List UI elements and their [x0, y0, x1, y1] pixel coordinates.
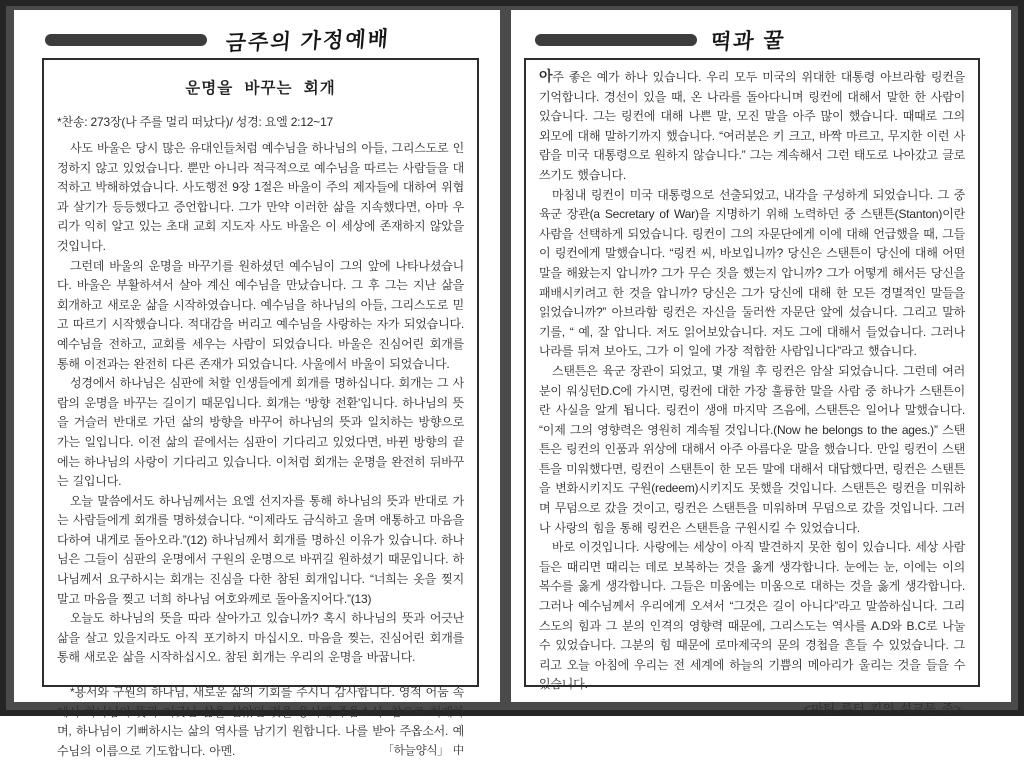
left-paragraph: 오늘도 하나님의 뜻을 따라 살아가고 있습니까? 혹시 하나님의 뜻과 어긋난 삶을 살고 있을지라도 아직 포기하지 마십시오. 마음을 찢는, 진심어린 회개를 통해 새로운 삶을 시작하십시오. 참된 회개는 우리의 운명을 바꿉니다. [57, 611, 464, 665]
right-section-title: 떡과 꿀 [709, 29, 787, 54]
prayer-source-credit: 「하늘양식」 中 [361, 742, 464, 761]
prayer-text: *용서와 구원의 하나님, 새로운 삶의 기회를 주시니 감사합니다. 영적 어둠 속에서 하나님의 뜻과 어긋난 삶을 살았던 것을 용서해 주옵소서. 참으로 회개하며, 하나님이 기뻐하시는 삶의 역사를 남기기 원합니다. 나를 받아 주옵소서. 예수님의 이름으로 기도합니다. 아멘. [57, 685, 464, 758]
right-page [511, 10, 1011, 716]
header-rule-bar [45, 34, 207, 46]
right-paragraph: 바로 이것입니다. 사랑에는 세상이 아직 발견하지 못한 힘이 있습니다. 세상 사람들은 때리면 때리는 데로 보복하는 것을 옳게 생각합니다. 눈에는 눈, 이에는 이의 복수를 옳게 생각합니다. 그들은 미움에는 미움으로 대하는 것을 옳게 생각합니다. 그러나 예수님께서 우리에게 오셔서 “그것은 길이 아니다”라고 말씀하십니다. 그리스도의 힘과 그 분의 인격의 영향력 때문에, 그리스도는 역사를 A.D와 B.C로 나눌 수 있었습니다. 그분의 힘 때문에 로마제국의 문의 경첩을 흔들 수 있었습니다. 그리고 오늘 아침에 우리는 전 세계에 하늘의 기쁨의 메아리가 울리는 것을 들을 수 있습니다. [539, 540, 965, 692]
right-page-header [511, 10, 1011, 58]
right-paragraph: 스탠튼은 육군 장관이 되었고, 몇 개월 후 링컨은 암살 되었습니다. 그런데 여러분이 워싱턴D.C에 가시면, 링컨에 대한 가장 훌륭한 말을 사람 중 하나가 스탠튼이란 사실을 알게 됩니다. 링컨이 생애 마지막 즈음에, 스탠튼은 일어나 말했습니다. “이제 그의 영향력은 영원히 계속될 것입니다.(Now he belongs to the ages.)” 스탠튼은 링컨의 인품과 위상에 대해서 아주 아름다운 말을 했습니다. 만일 링컨이 스탠튼을 미워했다면, 링컨이 스탠튼이 한 모든 말에 대해서 대답했다면, 링컨은 스탠튼을 변화시키지도 구원(redeem)시키지도 못했을 것입니다. 스탠튼은 링컨을 미워하며 무덤으로 갔을 것이고, 링컨은 스탠튼을 미워하며 무덤으로 갔을 것입니다. 그러나 사랑의 힘을 통해 링컨은 스탠튼을 구원시킬 수 있었습니다. [539, 363, 965, 535]
sermon-title: 운명을 바꾸는 회개 [185, 80, 336, 97]
left-paragraph: 그런데 바울의 운명을 바꾸기를 원하셨던 예수님이 그의 앞에 나타나셨습니다. 바울은 부활하셔서 살아 계신 예수님을 만났습니다. 그 후 그는 지난 삶을 회개하고 새로운 삶을 시작하였습니다. 예수님을 하나님의 아들, 그리스도로 믿고 따르기 시작했습니다. 적대감을 버리고 예수님을 사랑하는 자가 되었습니다. 예수님을 전하고, 교회를 세우는 사람이 되었습니다. 바울은 진심어린 회개를 통해 이전과는 완전히 다른 존재가 되었습니다. 사울에서 바울이 되었습니다. [57, 258, 464, 371]
right-content-box [524, 58, 980, 716]
lead-paragraph-text: 주 좋은 예가 하나 있습니다. 우리 모두 미국의 위대한 대통령 아브라함 링컨을 기억합니다. 경선이 있을 때, 온 나라를 돌아다니며 링컨에 대해서 말한 한 사람이 있습니다. 그는 링컨에 대해 나쁜 말, 모진 말을 아주 많이 했습니다. 때때로 그의 외모에 대해 말하기까지 했습니다. “여러분은 키 크고, 바짝 마르고, 무지한 이런 사람을 미국 대통령으로 원하지 않습니다.” 그는 계속해서 그런 태도로 나아갔고 글로 쓰기도 했습니다. [539, 70, 965, 182]
right-paragraph: 마침내 링컨이 미국 대통령으로 선출되었고, 내각을 구성하게 되었습니다. 그 중 육군 장관(a Secretary of War)을 지명하기 위해 노력하던 중 스탠튼(Stanton)이란 사람을 선택하게 되었습니다. 링컨이 그의 자문단에게 이에 대해 언급했을 때, 그들이 링컨에게 말했습니다. “링컨 씨, 바보입니까? 당신은 스탠튼이 당신에 대해 어떤 말을 해왔는지 압니까? 그가 무슨 짓을 했는지 압니까? 그가 어떻게 해서든 당신을 패배시키려고 한 것을 압니까? 당신은 그가 당신에 대해 한 모든 경멸적인 말들을 읽었습니까?” 아브라함 링컨은 자신을 둘러싼 자문단 앞에 섰습니다. 그리고 말하기를, “ 예, 잘 압니다. 저도 읽어보았습니다. 저도 그에 대해서 들었습니다. 그러나 나라를 뒤져 보아도, 그가 이 일에 가장 적합한 사람입니다”라고 했습니다. [539, 187, 965, 359]
left-paragraph: 성경에서 하나님은 심판에 처할 인생들에게 회개를 명하십니다. 회개는 그 사람의 운명을 바꾸는 길이기 때문입니다. 회개는 ‘방향 전환’입니다. 하나님의 뜻을 거슬러 반대로 가던 삶의 방향을 바꾸어 하나님의 뜻과 일치하는 방향으로 가는 일입니다. 이전 삶의 끝에서는 심판이 기다리고 있었다면, 바뀐 방향의 끝에는 하나님의 사랑이 기다리고 있습니다. 이처럼 회개는 운명을 완전히 뒤바꾸는 길입니다. [57, 376, 464, 489]
left-paragraph: 오늘 말씀에서도 하나님께서는 요엘 선지자를 통해 하나님의 뜻과 반대로 가는 사람들에게 회개를 명하셨습니다. “이제라도 금식하고 울며 애통하고 마음을 다하여 내게로 돌아오라.”(12) 하나님께서 회개를 명하신 이유가 있습니다. 하나님은 그들이 심판의 운명에서 구원의 운명으로 바뀌길 원하셨기 때문입니다. 하나님께서 요구하시는 회개는 진심을 다한 참된 회개입니다. “너희는 옷을 찢지 말고 마음을 찢고 너희 하나님 여호와께로 돌아올지어다.”(13) [57, 493, 464, 606]
lead-character: 아 [539, 68, 553, 84]
left-paragraph: 사도 바울은 당시 많은 유대인들처럼 예수님을 하나님의 아들, 그리스도로 인정하지 않고 있었습니다. 뿐만 아니라 적극적으로 예수님을 따르는 사람들을 대적하고 박해하였습니다. 사도행전 9장 1절은 바울이 주의 제자들에 대하여 위협과 살기가 등등했다고 증언합니다. 그가 만약 이러한 삶을 지속했다면, 아마 우리가 익히 알고 있는 초대 교회 지도자 사도 바울은 이 세상에 존재하지 않았을 것입니다. [57, 141, 464, 253]
right-paragraph-lead [539, 67, 965, 186]
sermon-attribution: <마틴 루터 킹의 설교문 중> [803, 702, 961, 716]
closing-prayer [57, 683, 464, 761]
hymn-scripture-line: *찬송: 273장(나 주를 멀리 떠났다)/ 성경: 요엘 2:12~17 [57, 115, 334, 129]
left-content-box [42, 58, 479, 758]
left-section-title: 금주의 가정예배 [224, 27, 391, 56]
header-rule-bar [535, 34, 697, 46]
left-page-header [14, 10, 500, 58]
left-page [14, 10, 500, 758]
